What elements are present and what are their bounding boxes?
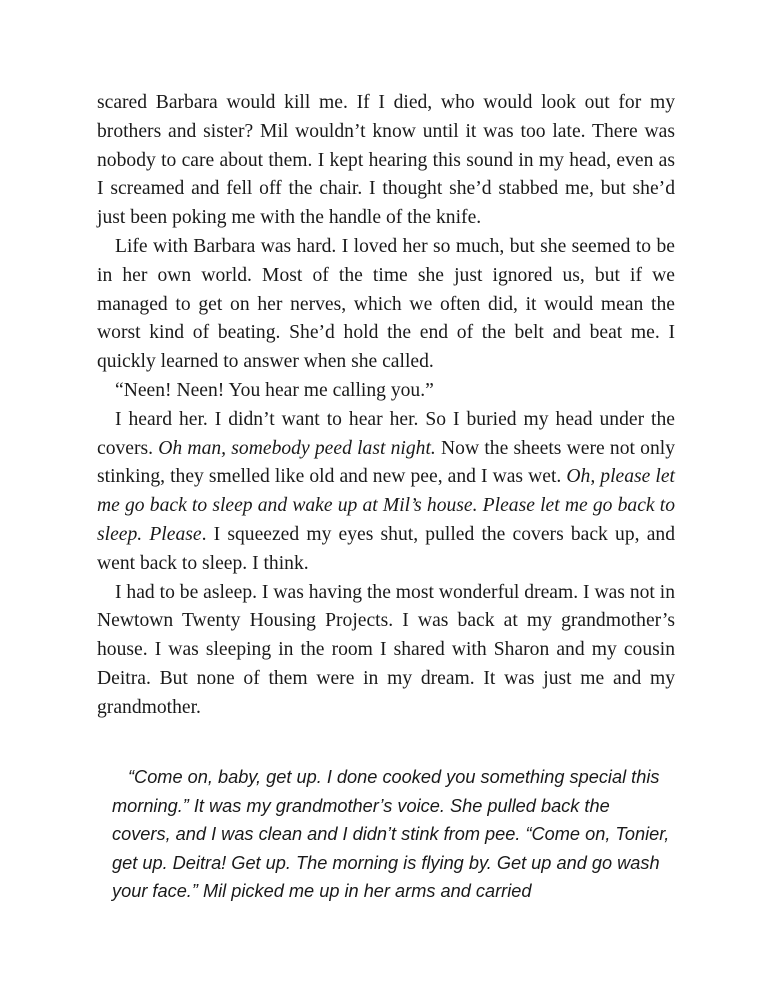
body-text <box>97 89 675 723</box>
paragraph-4 <box>97 406 675 579</box>
paragraph-4-text-a: I heard her. I didn’t want to hear her. So I buried my head under the covers. <box>97 408 675 459</box>
paragraph-5: I had to be asleep. I was having the most wonderful dream. I was not in Newtown Twenty Housing Projects. I was back at my grandmother’s house. I was sleeping in the room I shared with Sharon and my cousin Deitra. But none of them were in my dream. It was just me and my grandmother. <box>97 581 675 718</box>
dream-passage <box>112 763 672 906</box>
paragraph-1: scared Barbara would kill me. If I died, who would look out for my brothers and sister? Mil wouldn’t know until it was too late. There was nobody to care about them. I kept hearing this sound in my head, even as I screamed and fell off the chair. I thought she’d stabbed me, but she’d just been poking me with the handle of the knife. <box>97 92 675 229</box>
paragraph-4-italic-thought-2: Oh, please let me go back to sleep and wake up at Mil’s house. Please let me go back to sleep. Please <box>97 466 675 545</box>
dream-paragraph: “Come on, baby, get up. I done cooked you something special this morning.” It was my grandmother’s voice. She pulled back the covers, and I was clean and I didn’t stink from pee. “Come on, Tonier, get up. Deitra! Get up. The morning is flying by. Get up and go wash your face.” Mil picked me up in her arms and carried <box>112 767 670 901</box>
paragraph-4-text-c: Now the sheets were not only stinking, they smelled like old and new pee, and I was wet. <box>97 437 676 488</box>
paragraph-4-italic-thought-1: Oh man, somebody peed last night. <box>158 437 436 459</box>
paragraph-4-text-e: . I squeezed my eyes shut, pulled the covers back up, and went back to sleep. I think. <box>97 523 675 574</box>
paragraph-3-dialogue: “Neen! Neen! You hear me calling you.” <box>115 379 434 401</box>
paragraph-2: Life with Barbara was hard. I loved her so much, but she seemed to be in her own world. Most of the time she just ignored us, but if we managed to get on her nerves, which we often did, it would mean the worst kind of beating. She’d hold the end of the belt and beat me. I quickly learned to answer when she called. <box>97 235 675 373</box>
